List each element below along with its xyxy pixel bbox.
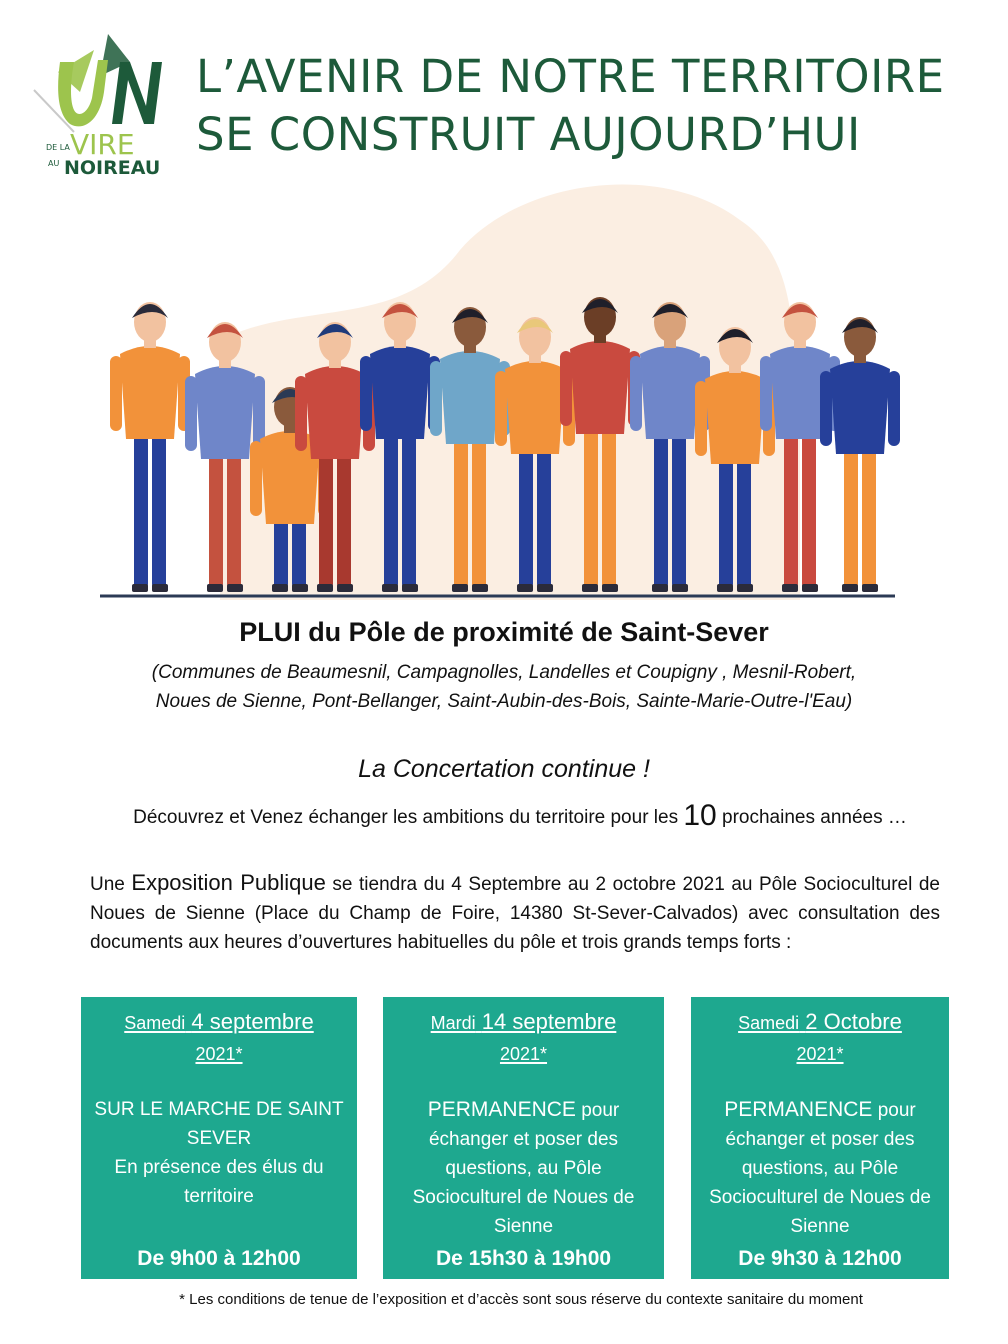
people-illustration (100, 180, 900, 605)
event-day-date: 14 septembre (481, 1009, 617, 1034)
headline-line-1: L’AVENIR DE NOTRE TERRITOIRE (196, 50, 945, 103)
intro-after: prochaines années … (716, 807, 907, 828)
exposition-paragraph (90, 868, 940, 957)
event-date (89, 1007, 349, 1069)
event-day-date: 4 septembre (191, 1009, 314, 1034)
vire-noireau-logo (30, 32, 180, 182)
event-year: 2021* (796, 1044, 844, 1064)
communes-list (60, 658, 948, 716)
event-hours: De 9h30 à 12h00 (738, 1247, 902, 1270)
event-hours: De 9h00 à 12h00 (137, 1247, 301, 1270)
communes-line-2: Noues de Sienne, Pont-Bellanger, Saint-Aubin-des-Bois, Sainte-Marie-Outre-l'Eau) (155, 691, 853, 712)
expo-highlight: Exposition Publique (131, 870, 326, 895)
plui-title: PLUI du Pôle de proximité de Saint-Sever (239, 617, 769, 647)
event-lead: PERMANENCE (427, 1098, 576, 1121)
event-year: 2021* (195, 1044, 243, 1064)
event-day: Samedi (124, 1013, 186, 1033)
event-description (391, 1095, 656, 1241)
logo-noireau-text: NOIREAU (64, 157, 161, 179)
headline (196, 48, 986, 164)
communes-line-1: (Communes de Beaumesnil, Campagnolles, Landelles et Coupigny , Mesnil-Robert, (151, 662, 857, 683)
intro-number: 10 (683, 799, 717, 832)
event-body: En présence des élus du territoire (114, 1157, 324, 1207)
intro-paragraph (110, 800, 930, 834)
event-lead: PERMANENCE (724, 1098, 873, 1121)
expo-post: se tiendra du 4 Septembre au 2 octobre 2021 au Pôle Socioculturel de Noues de Sienne (Place du Champ de Foire, 14380 St-Sever-Calvados) avec consultation des documents aux heures d’ouvertures habituelles du pôle et trois grands temps forts : (90, 874, 940, 953)
logo-vire-text: VIRE (70, 128, 135, 161)
event-lead: SUR LE MARCHE DE SAINT SEVER (94, 1099, 344, 1149)
event-day-date: 2 Octobre (805, 1009, 902, 1034)
event-date (391, 1007, 656, 1069)
event-year: 2021* (499, 1044, 548, 1064)
event-body: pour échanger et poser des questions, au Pôle Socioculturel de Noues de Sienne (412, 1100, 635, 1237)
event-date (699, 1007, 941, 1069)
footnote: * Les conditions de tenue de l’exposition et d’accès sont sous réserve du contexte sanitaire du moment (179, 1291, 863, 1308)
event-box-2 (383, 997, 664, 1279)
concertation-heading: La Concertation continue ! (358, 755, 650, 783)
logo-dela-text: DE LA (46, 143, 70, 152)
event-day: Mardi (430, 1013, 476, 1033)
event-description (89, 1095, 349, 1211)
expo-pre: Une (90, 874, 132, 895)
event-box-3 (691, 997, 949, 1279)
event-body: pour échanger et poser des questions, au Pôle Socioculturel de Noues de Sienne (709, 1100, 931, 1237)
event-day: Samedi (738, 1013, 800, 1033)
headline-line-2: SE CONSTRUIT AUJOURD’HUI (196, 108, 861, 161)
logo-au-text: AU (48, 159, 60, 168)
event-hours: De 15h30 à 19h00 (435, 1247, 612, 1270)
event-description (699, 1095, 941, 1241)
event-box-1 (81, 997, 357, 1279)
intro-before: Découvrez et Venez échanger les ambitions du territoire pour les (133, 807, 684, 828)
